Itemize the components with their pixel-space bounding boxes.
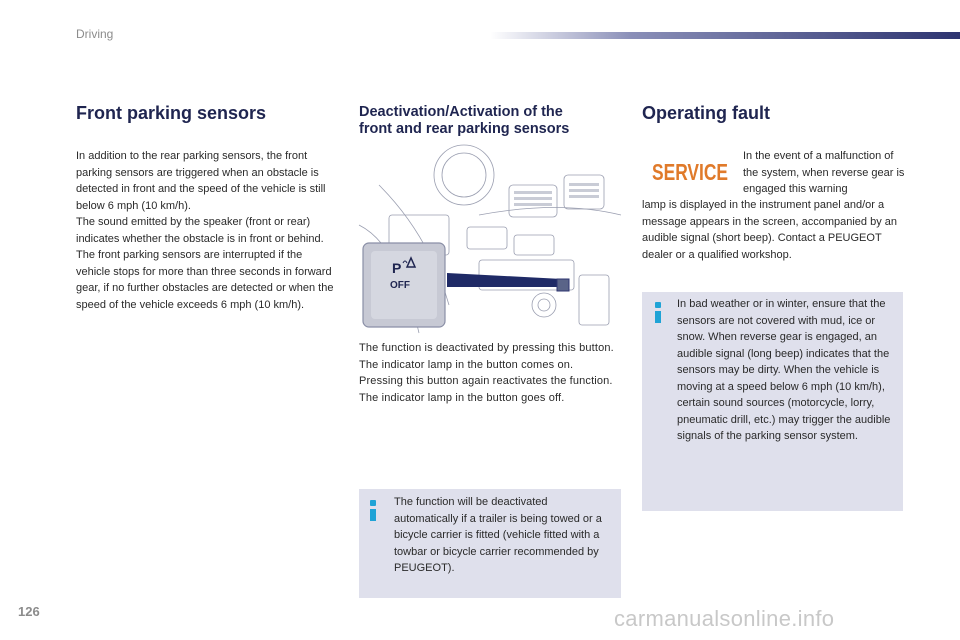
paragraph: In addition to the rear parking sensors, the front parking sensors are triggered when an obstacle is detected in front and the speed of the vehicle is still below 6 mph (10 km/h). bbox=[76, 150, 326, 212]
deactivation-title bbox=[359, 104, 629, 137]
section-label: Driving bbox=[76, 27, 114, 41]
deactivation-title-line1: Deactivation/Activation of the bbox=[359, 104, 563, 120]
operating-fault-title: Operating fault bbox=[642, 103, 771, 123]
paragraph: Pressing this button again reactivates the function. The indicator lamp in the button goes off. bbox=[359, 375, 613, 404]
info-icon-bar bbox=[370, 509, 376, 521]
info-icon bbox=[368, 500, 378, 522]
trailer-info-text: The function will be deactivated automatically if a trailer is being towed or a bicycle carrier is fitted (vehicle fitted with a towbar or bicycle carrier recommended by PEUGEOT). bbox=[394, 496, 602, 574]
deactivation-text bbox=[359, 340, 621, 406]
info-icon-bar bbox=[655, 311, 661, 323]
service-warning-icon bbox=[650, 153, 730, 187]
dashboard-illustration bbox=[359, 155, 621, 333]
service-label: SERVICE bbox=[652, 159, 728, 185]
button-label-p: P bbox=[392, 260, 402, 276]
info-icon-dot bbox=[370, 500, 376, 506]
front-parking-sensors-title: Front parking sensors bbox=[76, 103, 267, 123]
fault-intro-text: In the event of a malfunction of the system, when reverse gear is engaged this warning bbox=[743, 150, 905, 195]
button-label-off: OFF bbox=[390, 280, 410, 291]
front-sensors-text bbox=[76, 148, 338, 313]
paragraph: The function is deactivated by pressing this button. The indicator lamp in the button comes on. bbox=[359, 342, 614, 371]
fault-paragraph: lamp is displayed in the instrument panel and/or a message appears in the screen, accompanied by an audible signal (short beep). Contact a PEUGEOT dealer or a qualified workshop. bbox=[642, 199, 897, 261]
deactivation-title-line2: front and rear parking sensors bbox=[359, 120, 570, 137]
watermark: carmanualsonline.info bbox=[614, 606, 835, 631]
page-number: 126 bbox=[18, 604, 40, 619]
info-icon bbox=[653, 302, 663, 324]
weather-info-text: In bad weather or in winter, ensure that the sensors are not covered with mud, ice or snow. When reverse gear is engaged, an audible signal (long beep) indicates that the sensors may be dirty. When the vehicle is moving at a speed below 6 mph (10 km/h), certain sound sources (motorcycle, lorry, pneumatic drill, etc.) may trigger the audible signals of the parking sensor system. bbox=[677, 298, 891, 442]
paragraph: The sound emitted by the speaker (front or rear) indicates whether the obstacle is in front or behind. bbox=[76, 216, 324, 245]
header-bar bbox=[490, 32, 960, 39]
paragraph: The front parking sensors are interrupted if the vehicle stops for more than three seconds in forward gear, if no further obstacles are detected or when the speed of the vehicle exceeds 6 mph (10 km/h). bbox=[76, 249, 334, 311]
info-icon-dot bbox=[655, 302, 661, 308]
